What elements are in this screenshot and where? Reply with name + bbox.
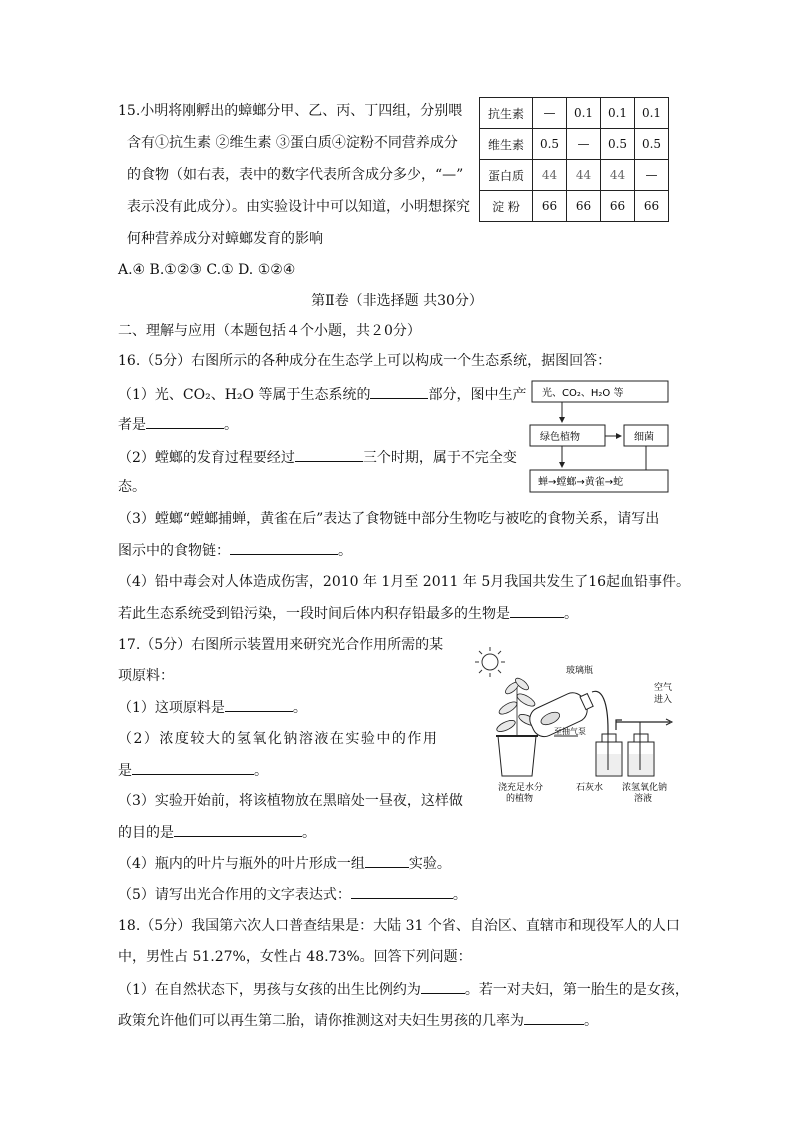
table-cell: — [635,160,669,191]
naoh-bottle [628,722,654,776]
q16-p4-text-b: 若此生态系统受到铅污染，一段时间后体内积存铅最多的生物是 [118,606,510,622]
table-cell: 44 [533,160,567,191]
row-label: 淀 粉 [480,191,533,222]
naoh-label-2: 溶液 [634,794,653,804]
q17-p2-end: 。 [254,763,268,779]
row-label: 蛋白质 [480,160,533,191]
row-label: 抗生素 [480,98,533,129]
q16-p1-end: 。 [224,417,238,433]
naoh-label-1: 浓氢氧化钠 [622,783,668,793]
plant-label-2: 的植物 [506,794,534,804]
table-row [480,160,669,191]
q17-p4-text-a: （4）瓶内的叶片与瓶外的叶片形成一组 [118,856,365,872]
plant-label-1: 浇充足水分 [498,783,544,793]
q17-answer-blank-3[interactable] [174,822,302,837]
table-row [480,98,669,129]
q17-stem-1: 17.（5分）右图所示装置用来研究光合作用所需的某 [118,637,444,653]
q16-stem: 16.（5分）右图所示的各种成分在生态学上可以构成一个生态系统，据图回答： [118,353,612,369]
q16-answer-blank-3[interactable] [295,447,363,462]
photosynthesis-apparatus-figure [470,642,686,806]
q17-part-2: （2）浓度较大的氢氧化钠溶液在实验中的作用 [118,731,439,747]
part-title: 二、理解与应用（本题包括４个小题，共２0分） [118,323,421,339]
table-cell: 0.1 [567,98,601,129]
q16-p2-text-b: 三个时期，属于不完全变 [362,450,517,466]
table-cell: 0.1 [601,98,635,129]
table-row [480,129,669,160]
ecosystem-diagram [526,378,674,496]
lime-water-bottle [596,734,622,776]
q15-line-5: 何种营养成分对蟑螂发育的影响 [127,231,323,247]
q17-part-5 [118,884,467,905]
q18-p1-text-c: 政策允许他们可以再生第二胎，请你推测这对夫妇生男孩的几率为 [118,1013,524,1029]
q16-p2-text-a: （2）螳螂的发育过程要经过 [118,450,295,466]
bacteria-label: 细菌 [634,432,654,443]
q15-line-4: 表示没有此成分）。由实验设计中可以知道，小明想探究 [127,199,470,215]
q17-answer-blank-2[interactable] [132,760,254,775]
q16-part-4-cont [118,603,578,624]
q16-part-4: （4）铅中毒会对人体造成伤害，2010 年 1月至 2011 年 5月我国共发生了16起血铅事件。 [118,574,691,590]
lime-water-label: 石灰水 [576,783,604,793]
table-cell: — [567,129,601,160]
q16-p3-text-b: 图示中的食物链： [118,543,230,559]
q18-p1-end: 。 [584,1013,598,1029]
q15-line-2: 含有①抗生素 ②维生素 ③蛋白质④淀粉不同营养成分 [127,135,458,151]
q16-p1-text-a: （1）光、CO₂、H₂O 等属于生态系统的 [118,387,371,403]
sun-icon [475,647,505,677]
table-cell: — [533,98,567,129]
abiotic-label: 光、CO₂、H₂O 等 [542,388,624,399]
table-cell: 44 [601,160,635,191]
q18-stem-1: 18.（5分）我国第六次人口普查结果是：大陆 31 个省、自治区、直辖市和现役军人的人口 [118,918,680,934]
q16-part-1-cont [118,414,238,435]
q16-part-2 [118,447,517,468]
table-cell: 44 [567,160,601,191]
table-cell: 66 [567,191,601,222]
table-cell: 0.5 [635,129,669,160]
table-cell: 0.1 [635,98,669,129]
q17-answer-blank-4[interactable] [365,853,409,868]
q18-stem-2: 中，男性占 51.27%，女性占 48.73%。回答下列问题： [118,949,472,965]
q17-part-1 [118,697,307,718]
q18-part-1 [118,979,689,1000]
flower-pot [498,736,536,776]
table-cell: 0.5 [601,129,635,160]
q18-answer-blank-1[interactable] [421,979,465,994]
food-chain-label: 蝉→螳螂→黄雀→蛇 [538,477,624,488]
q17-p1-end: 。 [292,700,307,716]
q17-p5-text: （5）请写出光合作用的文字表达式： [118,887,351,903]
q15-options: A.④ B.①②③ C.① D. ①②④ [118,262,296,278]
q16-answer-blank-4[interactable] [230,540,338,555]
q16-answer-blank-5[interactable] [510,603,564,618]
q17-p4-text-b: 实验。 [408,856,451,872]
q17-part-3-cont [118,822,316,843]
glass-bottle-label: 玻璃瓶 [566,666,594,676]
q15-line-1: 15.小明将刚孵出的蟑螂分甲、乙、丙、丁四组，分别喂 [118,103,463,119]
q17-p3-text-b: 的目的是 [118,825,174,841]
q15-line-3: 的食物（如右表，表中的数字代表所含成分多少，“—” [127,167,464,183]
q18-p1-text-a: （1）在自然状态下，男孩与女孩的出生比例约为 [118,982,421,998]
table-cell: 0.5 [533,129,567,160]
q16-part-3-cont [118,540,352,561]
q18-p1-text-b: 。若一对夫妇，第一胎生的是女孩， [464,982,689,998]
q16-part-1 [118,384,526,405]
q17-part-2-cont [118,760,268,781]
table-cell: 66 [533,191,567,222]
q16-p4-end: 。 [564,606,578,622]
air-label-1: 空气 [654,683,673,693]
plant-label: 绿色植物 [540,432,580,443]
q18-answer-blank-2[interactable] [524,1010,584,1025]
table-row [480,191,669,222]
volume-title: 第Ⅱ卷（非选择题 共30分） [311,293,483,309]
q17-stem-2: 项原料： [118,668,174,684]
q17-answer-blank-5[interactable] [351,884,453,899]
q17-answer-blank-1[interactable] [225,697,293,712]
q17-part-3: （3）实验开始前，将该植物放在黑暗处一昼夜，这样做 [118,793,463,809]
q16-part-3: （3）螳螂“螳螂捕蝉，黄雀在后”表达了食物链中部分生物吃与被吃的食物关系，请写出 [118,511,660,527]
q17-p3-end: 。 [302,825,316,841]
q18-part-1-cont [118,1010,598,1031]
table-cell: 66 [601,191,635,222]
q16-p1-text-b: 部分，图中生产 [428,387,527,403]
q16-p1-text-c: 者是 [118,417,146,433]
q17-p1-text: （1）这项原料是 [118,700,225,716]
q16-part-2-cont: 态。 [118,479,146,495]
air-label-2: 进入 [654,695,673,705]
q17-p5-end: 。 [452,887,467,903]
q17-p2-text-b: 是 [118,763,132,779]
q16-answer-blank-1[interactable] [370,384,428,399]
q16-answer-blank-2[interactable] [146,414,224,429]
q17-part-4 [118,853,451,874]
table-cell: 66 [635,191,669,222]
q16-p3-end: 。 [338,543,352,559]
row-label: 维生素 [480,129,533,160]
pump-label: 至抽气泵 [554,727,586,736]
q15-nutrient-table [479,97,669,222]
